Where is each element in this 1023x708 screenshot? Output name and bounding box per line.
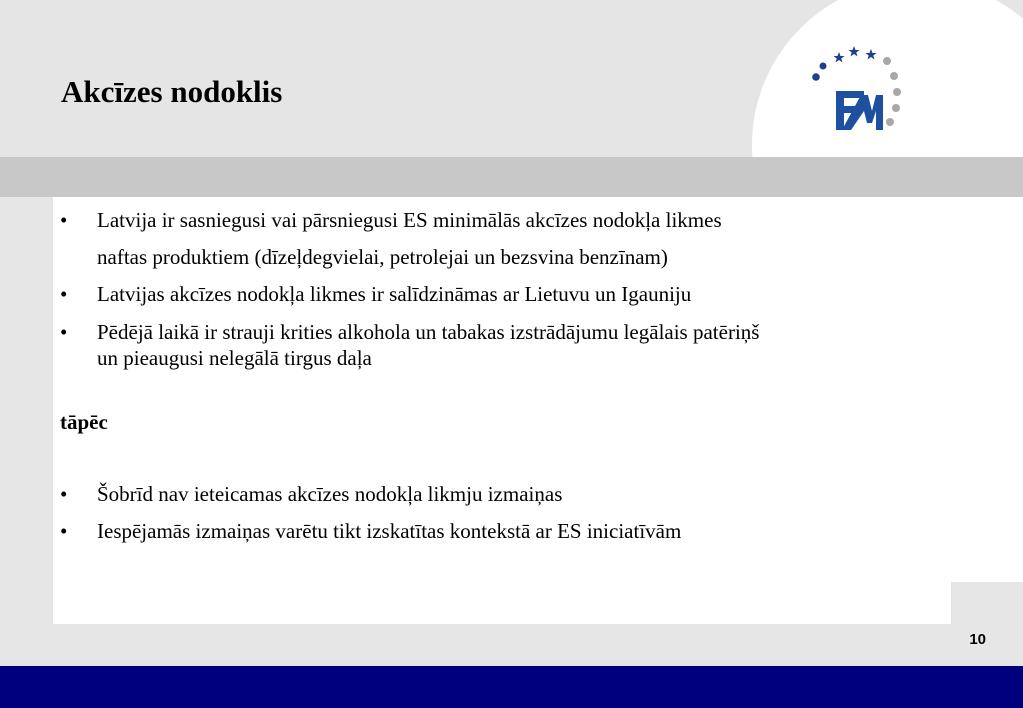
logo-star-icon	[849, 46, 860, 57]
list-item-text: Pēdējā laikā ir strauji krities alkohola un tabakas izstrādājumu legālais patēriņš	[97, 320, 760, 344]
title-band	[0, 157, 1023, 197]
logo-dot-icon	[892, 104, 900, 112]
list-item-text: Latvija ir sasniegusi vai pārsniegusi ES minimālās akcīzes nodokļa likmes	[97, 208, 722, 232]
fm-ministry-logo-icon	[806, 43, 906, 135]
list-item-text: naftas produktiem (dīzeļdegvielai, petrolejai un bezsvina benzīnam)	[97, 245, 668, 269]
bullet-icon: •	[60, 519, 68, 543]
right-side-panel	[951, 197, 1023, 582]
slide-title: Akcīzes nodoklis	[61, 74, 283, 109]
list-item	[60, 276, 940, 313]
logo-dot-icon	[890, 72, 898, 80]
list-item-text: un pieaugusi nelegālā tirgus daļa	[97, 346, 372, 370]
footer-bar	[0, 666, 1023, 708]
logo-dot-icon	[886, 118, 894, 126]
bullet-icon: •	[60, 208, 68, 232]
bullet-icon: •	[60, 320, 68, 344]
bullet-icon: •	[60, 282, 68, 306]
list-item	[60, 313, 940, 371]
logo-dot-icon	[812, 73, 820, 81]
logo-dot-icon	[883, 57, 891, 65]
bullet-icon: •	[60, 482, 68, 506]
logo-dot-icon	[820, 63, 827, 70]
list-item	[60, 202, 940, 276]
slide-body	[60, 202, 940, 550]
logo-star-icon	[834, 52, 845, 63]
logo-dot-icon	[893, 88, 901, 96]
conclusion-word: tāpēc	[60, 410, 108, 434]
bullet-list-top	[60, 202, 940, 371]
logo-star-icon	[866, 49, 877, 60]
page-number: 10	[969, 631, 986, 648]
list-item	[60, 513, 940, 550]
list-item-text: Iespējamās izmaiņas varētu tikt izskatītas kontekstā ar ES iniciatīvām	[97, 519, 682, 543]
list-item-text: Latvijas akcīzes nodokļa likmes ir salīdzināmas ar Lietuvu un Igauniju	[97, 282, 692, 306]
bullet-list-bottom	[60, 476, 940, 550]
list-item-text: Šobrīd nav ieteicamas akcīzes nodokļa likmju izmaiņas	[97, 482, 563, 506]
list-item	[60, 476, 940, 513]
